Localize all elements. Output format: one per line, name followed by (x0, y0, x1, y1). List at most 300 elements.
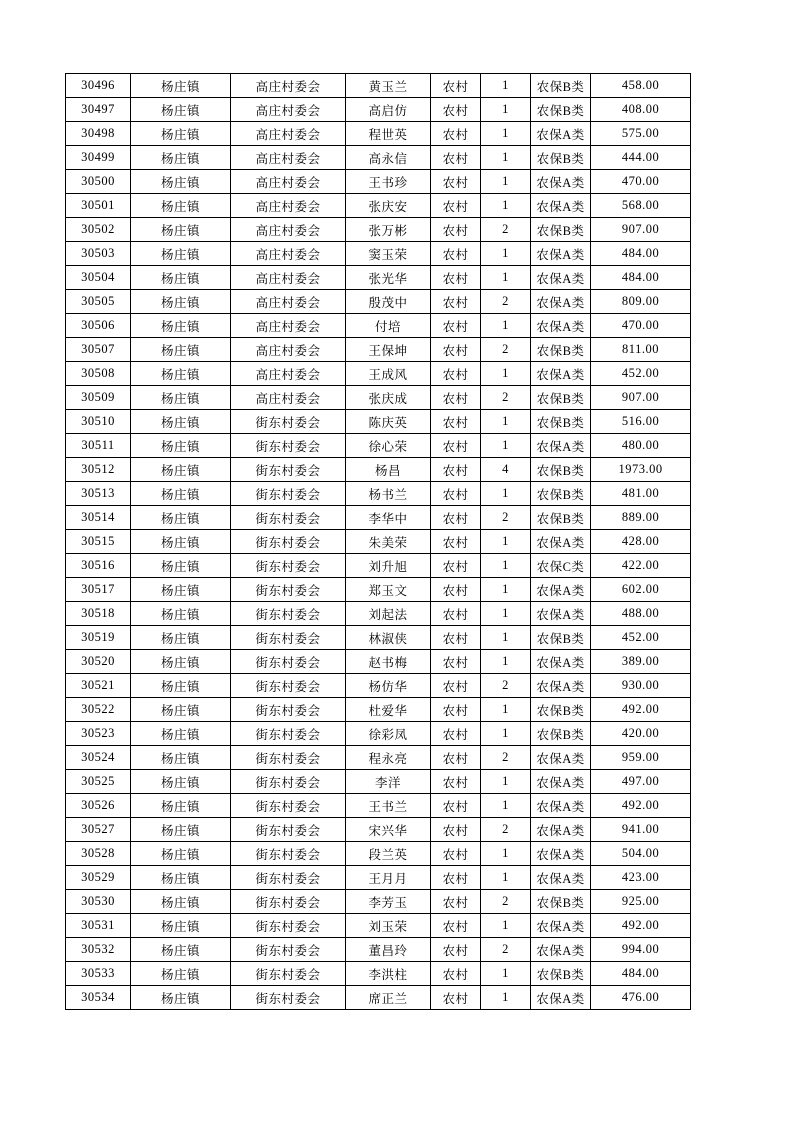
cell-type: 农保B类 (531, 506, 591, 530)
cell-category: 农村 (431, 698, 481, 722)
cell-town: 杨庄镇 (131, 170, 231, 194)
cell-count: 1 (481, 266, 531, 290)
cell-type: 农保A类 (531, 314, 591, 338)
cell-type: 农保A类 (531, 242, 591, 266)
cell-category: 农村 (431, 674, 481, 698)
cell-town: 杨庄镇 (131, 434, 231, 458)
cell-count: 1 (481, 698, 531, 722)
cell-village: 高庄村委会 (231, 386, 346, 410)
cell-village: 高庄村委会 (231, 290, 346, 314)
cell-name: 刘起法 (346, 602, 431, 626)
cell-category: 农村 (431, 458, 481, 482)
cell-town: 杨庄镇 (131, 818, 231, 842)
cell-id: 30530 (66, 890, 131, 914)
cell-town: 杨庄镇 (131, 914, 231, 938)
cell-type: 农保A类 (531, 770, 591, 794)
cell-town: 杨庄镇 (131, 146, 231, 170)
cell-category: 农村 (431, 914, 481, 938)
cell-name: 董昌玲 (346, 938, 431, 962)
cell-town: 杨庄镇 (131, 98, 231, 122)
cell-town: 杨庄镇 (131, 962, 231, 986)
cell-category: 农村 (431, 770, 481, 794)
cell-village: 高庄村委会 (231, 338, 346, 362)
cell-amount: 497.00 (591, 770, 691, 794)
table-row (66, 122, 691, 146)
cell-id: 30527 (66, 818, 131, 842)
cell-type: 农保A类 (531, 914, 591, 938)
table-row (66, 362, 691, 386)
cell-amount: 568.00 (591, 194, 691, 218)
cell-village: 街东村委会 (231, 962, 346, 986)
cell-category: 农村 (431, 650, 481, 674)
cell-town: 杨庄镇 (131, 938, 231, 962)
cell-type: 农保A类 (531, 794, 591, 818)
cell-type: 农保A类 (531, 650, 591, 674)
cell-town: 杨庄镇 (131, 74, 231, 98)
cell-name: 赵书梅 (346, 650, 431, 674)
cell-category: 农村 (431, 482, 481, 506)
cell-village: 高庄村委会 (231, 242, 346, 266)
cell-village: 街东村委会 (231, 602, 346, 626)
cell-id: 30499 (66, 146, 131, 170)
cell-name: 徐彩凤 (346, 722, 431, 746)
cell-name: 李洋 (346, 770, 431, 794)
cell-type: 农保A类 (531, 938, 591, 962)
cell-type: 农保B类 (531, 386, 591, 410)
table-row (66, 434, 691, 458)
payment-table (65, 73, 691, 1010)
cell-town: 杨庄镇 (131, 362, 231, 386)
cell-town: 杨庄镇 (131, 506, 231, 530)
table-row (66, 266, 691, 290)
cell-name: 张庆安 (346, 194, 431, 218)
cell-name: 王书兰 (346, 794, 431, 818)
cell-category: 农村 (431, 866, 481, 890)
table-row (66, 146, 691, 170)
cell-name: 李芳玉 (346, 890, 431, 914)
cell-town: 杨庄镇 (131, 722, 231, 746)
cell-type: 农保B类 (531, 458, 591, 482)
cell-amount: 444.00 (591, 146, 691, 170)
cell-amount: 889.00 (591, 506, 691, 530)
cell-id: 30523 (66, 722, 131, 746)
cell-village: 街东村委会 (231, 842, 346, 866)
cell-category: 农村 (431, 842, 481, 866)
cell-amount: 1973.00 (591, 458, 691, 482)
cell-id: 30513 (66, 482, 131, 506)
cell-village: 街东村委会 (231, 530, 346, 554)
cell-name: 陈庆英 (346, 410, 431, 434)
table-row (66, 818, 691, 842)
cell-count: 1 (481, 770, 531, 794)
cell-village: 街东村委会 (231, 650, 346, 674)
cell-type: 农保A类 (531, 818, 591, 842)
cell-category: 农村 (431, 938, 481, 962)
cell-amount: 422.00 (591, 554, 691, 578)
cell-category: 农村 (431, 170, 481, 194)
cell-amount: 492.00 (591, 698, 691, 722)
table-row (66, 770, 691, 794)
cell-town: 杨庄镇 (131, 194, 231, 218)
cell-id: 30505 (66, 290, 131, 314)
cell-id: 30511 (66, 434, 131, 458)
cell-count: 2 (481, 506, 531, 530)
cell-id: 30522 (66, 698, 131, 722)
cell-count: 1 (481, 122, 531, 146)
cell-amount: 575.00 (591, 122, 691, 146)
cell-id: 30512 (66, 458, 131, 482)
cell-amount: 470.00 (591, 170, 691, 194)
cell-village: 街东村委会 (231, 626, 346, 650)
cell-amount: 602.00 (591, 578, 691, 602)
cell-type: 农保A类 (531, 194, 591, 218)
cell-village: 街东村委会 (231, 986, 346, 1010)
cell-count: 1 (481, 914, 531, 938)
table-row (66, 242, 691, 266)
cell-name: 窦玉荣 (346, 242, 431, 266)
cell-name: 段兰英 (346, 842, 431, 866)
table-row (66, 890, 691, 914)
table-row (66, 386, 691, 410)
cell-category: 农村 (431, 386, 481, 410)
cell-id: 30497 (66, 98, 131, 122)
cell-type: 农保B类 (531, 626, 591, 650)
cell-name: 刘玉荣 (346, 914, 431, 938)
cell-amount: 941.00 (591, 818, 691, 842)
cell-type: 农保A类 (531, 266, 591, 290)
cell-category: 农村 (431, 338, 481, 362)
cell-id: 30529 (66, 866, 131, 890)
cell-count: 1 (481, 482, 531, 506)
cell-village: 街东村委会 (231, 818, 346, 842)
cell-category: 农村 (431, 962, 481, 986)
cell-amount: 809.00 (591, 290, 691, 314)
cell-name: 王书珍 (346, 170, 431, 194)
cell-amount: 488.00 (591, 602, 691, 626)
cell-count: 1 (481, 554, 531, 578)
cell-name: 高启仿 (346, 98, 431, 122)
cell-name: 宋兴华 (346, 818, 431, 842)
cell-count: 2 (481, 746, 531, 770)
cell-amount: 484.00 (591, 266, 691, 290)
cell-category: 农村 (431, 74, 481, 98)
cell-id: 30534 (66, 986, 131, 1010)
cell-amount: 994.00 (591, 938, 691, 962)
cell-count: 1 (481, 410, 531, 434)
cell-type: 农保B类 (531, 722, 591, 746)
cell-count: 1 (481, 794, 531, 818)
table-row (66, 98, 691, 122)
cell-amount: 484.00 (591, 242, 691, 266)
cell-type: 农保B类 (531, 338, 591, 362)
cell-category: 农村 (431, 98, 481, 122)
table-row (66, 722, 691, 746)
cell-town: 杨庄镇 (131, 482, 231, 506)
cell-id: 30506 (66, 314, 131, 338)
cell-village: 街东村委会 (231, 482, 346, 506)
cell-village: 街东村委会 (231, 410, 346, 434)
cell-type: 农保B类 (531, 962, 591, 986)
cell-type: 农保B类 (531, 98, 591, 122)
cell-count: 1 (481, 866, 531, 890)
cell-count: 1 (481, 170, 531, 194)
cell-type: 农保A类 (531, 746, 591, 770)
cell-amount: 492.00 (591, 794, 691, 818)
cell-town: 杨庄镇 (131, 770, 231, 794)
cell-name: 李洪柱 (346, 962, 431, 986)
cell-category: 农村 (431, 818, 481, 842)
cell-type: 农保B类 (531, 482, 591, 506)
cell-name: 张万彬 (346, 218, 431, 242)
cell-count: 1 (481, 650, 531, 674)
cell-id: 30504 (66, 266, 131, 290)
cell-id: 30498 (66, 122, 131, 146)
cell-count: 1 (481, 962, 531, 986)
table-row (66, 530, 691, 554)
cell-name: 郑玉文 (346, 578, 431, 602)
cell-town: 杨庄镇 (131, 650, 231, 674)
cell-name: 张庆成 (346, 386, 431, 410)
cell-name: 林淑侠 (346, 626, 431, 650)
cell-name: 程永亮 (346, 746, 431, 770)
cell-count: 4 (481, 458, 531, 482)
cell-count: 2 (481, 338, 531, 362)
cell-name: 杨昌 (346, 458, 431, 482)
cell-village: 街东村委会 (231, 506, 346, 530)
cell-name: 李华中 (346, 506, 431, 530)
cell-town: 杨庄镇 (131, 290, 231, 314)
cell-town: 杨庄镇 (131, 746, 231, 770)
cell-category: 农村 (431, 410, 481, 434)
table-row (66, 194, 691, 218)
cell-id: 30510 (66, 410, 131, 434)
cell-id: 30531 (66, 914, 131, 938)
table-row (66, 674, 691, 698)
cell-id: 30520 (66, 650, 131, 674)
cell-town: 杨庄镇 (131, 530, 231, 554)
cell-amount: 452.00 (591, 362, 691, 386)
cell-type: 农保A类 (531, 434, 591, 458)
cell-count: 1 (481, 194, 531, 218)
cell-id: 30533 (66, 962, 131, 986)
cell-count: 1 (481, 722, 531, 746)
cell-town: 杨庄镇 (131, 986, 231, 1010)
cell-village: 街东村委会 (231, 698, 346, 722)
cell-town: 杨庄镇 (131, 458, 231, 482)
cell-town: 杨庄镇 (131, 554, 231, 578)
cell-count: 1 (481, 314, 531, 338)
cell-id: 30514 (66, 506, 131, 530)
cell-category: 农村 (431, 362, 481, 386)
cell-amount: 811.00 (591, 338, 691, 362)
cell-amount: 504.00 (591, 842, 691, 866)
cell-amount: 476.00 (591, 986, 691, 1010)
cell-name: 杨仿华 (346, 674, 431, 698)
cell-type: 农保A类 (531, 674, 591, 698)
cell-village: 高庄村委会 (231, 98, 346, 122)
cell-type: 农保A类 (531, 362, 591, 386)
cell-amount: 470.00 (591, 314, 691, 338)
cell-count: 1 (481, 626, 531, 650)
table-row (66, 698, 691, 722)
cell-name: 付培 (346, 314, 431, 338)
cell-count: 1 (481, 242, 531, 266)
cell-village: 街东村委会 (231, 890, 346, 914)
cell-name: 高永信 (346, 146, 431, 170)
table-row (66, 578, 691, 602)
cell-id: 30528 (66, 842, 131, 866)
cell-id: 30515 (66, 530, 131, 554)
cell-type: 农保B类 (531, 218, 591, 242)
cell-count: 1 (481, 986, 531, 1010)
cell-count: 1 (481, 74, 531, 98)
table-row (66, 74, 691, 98)
cell-type: 农保A类 (531, 602, 591, 626)
table-row (66, 218, 691, 242)
cell-amount: 907.00 (591, 218, 691, 242)
cell-category: 农村 (431, 506, 481, 530)
cell-count: 1 (481, 434, 531, 458)
cell-category: 农村 (431, 746, 481, 770)
cell-village: 街东村委会 (231, 914, 346, 938)
table-row (66, 458, 691, 482)
table-row (66, 290, 691, 314)
cell-count: 1 (481, 842, 531, 866)
cell-village: 高庄村委会 (231, 74, 346, 98)
cell-town: 杨庄镇 (131, 626, 231, 650)
cell-category: 农村 (431, 602, 481, 626)
cell-town: 杨庄镇 (131, 794, 231, 818)
cell-type: 农保B类 (531, 410, 591, 434)
cell-category: 农村 (431, 434, 481, 458)
cell-village: 街东村委会 (231, 938, 346, 962)
table-row (66, 626, 691, 650)
cell-village: 街东村委会 (231, 746, 346, 770)
cell-name: 殷茂中 (346, 290, 431, 314)
cell-id: 30525 (66, 770, 131, 794)
cell-category: 农村 (431, 122, 481, 146)
table-row (66, 962, 691, 986)
cell-id: 30526 (66, 794, 131, 818)
cell-count: 2 (481, 890, 531, 914)
table-row (66, 914, 691, 938)
cell-name: 程世英 (346, 122, 431, 146)
cell-count: 2 (481, 674, 531, 698)
cell-id: 30507 (66, 338, 131, 362)
cell-count: 2 (481, 290, 531, 314)
cell-type: 农保A类 (531, 290, 591, 314)
cell-id: 30509 (66, 386, 131, 410)
cell-type: 农保A类 (531, 842, 591, 866)
table-row (66, 410, 691, 434)
table-row (66, 170, 691, 194)
cell-name: 张光华 (346, 266, 431, 290)
cell-town: 杨庄镇 (131, 122, 231, 146)
cell-category: 农村 (431, 290, 481, 314)
table-row (66, 506, 691, 530)
cell-village: 街东村委会 (231, 794, 346, 818)
cell-village: 街东村委会 (231, 434, 346, 458)
cell-count: 2 (481, 938, 531, 962)
cell-name: 杨书兰 (346, 482, 431, 506)
cell-id: 30517 (66, 578, 131, 602)
cell-count: 1 (481, 578, 531, 602)
cell-id: 30496 (66, 74, 131, 98)
cell-count: 2 (481, 386, 531, 410)
cell-category: 农村 (431, 554, 481, 578)
cell-id: 30503 (66, 242, 131, 266)
cell-town: 杨庄镇 (131, 602, 231, 626)
cell-name: 徐心荣 (346, 434, 431, 458)
cell-count: 1 (481, 146, 531, 170)
cell-id: 30516 (66, 554, 131, 578)
cell-village: 街东村委会 (231, 770, 346, 794)
cell-village: 高庄村委会 (231, 314, 346, 338)
table-row (66, 986, 691, 1010)
cell-name: 刘升旭 (346, 554, 431, 578)
cell-category: 农村 (431, 194, 481, 218)
cell-id: 30508 (66, 362, 131, 386)
cell-town: 杨庄镇 (131, 338, 231, 362)
cell-name: 杜爱华 (346, 698, 431, 722)
table-row (66, 746, 691, 770)
cell-village: 街东村委会 (231, 674, 346, 698)
cell-type: 农保A类 (531, 170, 591, 194)
cell-type: 农保A类 (531, 530, 591, 554)
cell-amount: 925.00 (591, 890, 691, 914)
cell-category: 农村 (431, 722, 481, 746)
cell-town: 杨庄镇 (131, 266, 231, 290)
cell-amount: 481.00 (591, 482, 691, 506)
cell-town: 杨庄镇 (131, 314, 231, 338)
cell-name: 王月月 (346, 866, 431, 890)
table-row (66, 938, 691, 962)
table-row (66, 866, 691, 890)
cell-town: 杨庄镇 (131, 842, 231, 866)
cell-id: 30500 (66, 170, 131, 194)
cell-count: 1 (481, 602, 531, 626)
cell-category: 农村 (431, 146, 481, 170)
table-row (66, 842, 691, 866)
cell-amount: 408.00 (591, 98, 691, 122)
cell-amount: 420.00 (591, 722, 691, 746)
cell-type: 农保A类 (531, 866, 591, 890)
cell-amount: 484.00 (591, 962, 691, 986)
cell-village: 高庄村委会 (231, 146, 346, 170)
cell-count: 1 (481, 530, 531, 554)
table-row (66, 650, 691, 674)
cell-amount: 428.00 (591, 530, 691, 554)
payment-table-body (66, 74, 691, 1010)
cell-id: 30524 (66, 746, 131, 770)
cell-town: 杨庄镇 (131, 386, 231, 410)
table-row (66, 794, 691, 818)
cell-amount: 492.00 (591, 914, 691, 938)
cell-type: 农保B类 (531, 890, 591, 914)
cell-category: 农村 (431, 314, 481, 338)
cell-id: 30532 (66, 938, 131, 962)
cell-village: 高庄村委会 (231, 218, 346, 242)
cell-type: 农保B类 (531, 74, 591, 98)
cell-village: 街东村委会 (231, 866, 346, 890)
cell-type: 农保A类 (531, 986, 591, 1010)
cell-town: 杨庄镇 (131, 866, 231, 890)
table-row (66, 314, 691, 338)
cell-village: 街东村委会 (231, 578, 346, 602)
table-row (66, 554, 691, 578)
cell-village: 高庄村委会 (231, 362, 346, 386)
cell-count: 2 (481, 818, 531, 842)
